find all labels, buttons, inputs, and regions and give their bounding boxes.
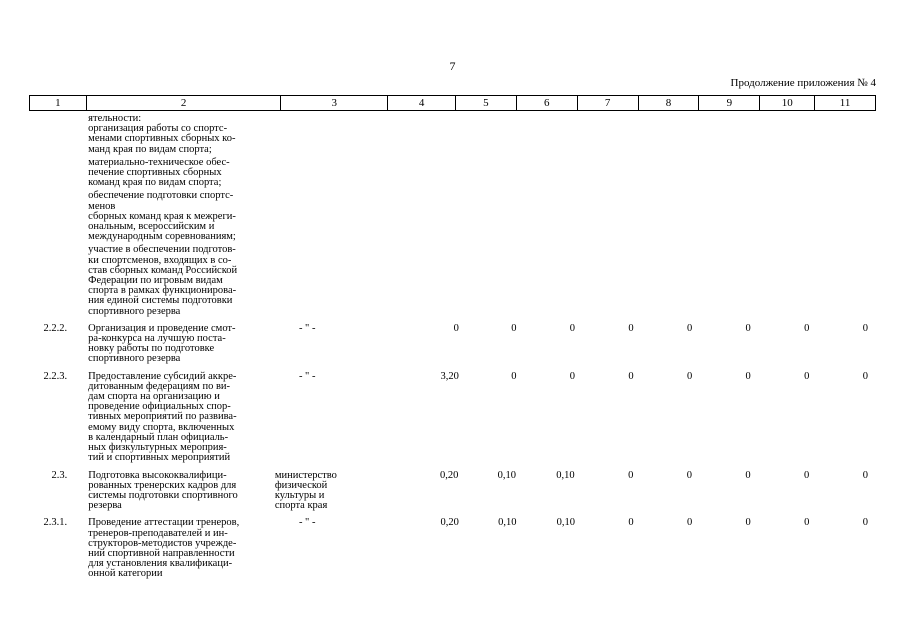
description-paragraph: Проведение аттестации тренеров, тренеров-преподавателей и ин- структоров-методистов учрежде- ний спортивной направленности для установления квалификаци- онной категории: [88, 517, 240, 580]
table-row: [29, 114, 876, 320]
header-cell: 1: [30, 96, 87, 110]
table-body: [29, 114, 876, 583]
row-value: 0: [569, 370, 576, 382]
row-value: 0: [745, 370, 751, 382]
row-value: 0,10: [556, 517, 576, 529]
description-paragraph: обеспечение подготовки спортс- менов сборных команд края к межреги- ональным, всероссийским и международным соревнованиям;: [88, 190, 236, 243]
header-cell: 7: [578, 96, 639, 110]
row-executor: - " -: [298, 370, 316, 382]
description-paragraph: ятельности: организация работы со спортс- менами спортивных сборных ко- манд края по видам спорта;: [88, 113, 236, 155]
row-value: 0: [862, 469, 868, 481]
header-cell: 8: [639, 96, 700, 110]
row-value: 0: [628, 322, 634, 334]
description-paragraph: Организация и проведение смот- ра-конкурса на лучшую поста- новку работы по подготовке спортивного резерва: [88, 322, 236, 365]
header-cell: 5: [456, 96, 517, 110]
row-value: 0: [862, 322, 868, 334]
row-value: 0: [804, 469, 810, 481]
row-description: [84, 114, 270, 320]
row-description: [84, 471, 271, 515]
row-value: 0,20: [440, 517, 459, 529]
row-executor: министерство физической культуры и спорта края: [274, 469, 337, 512]
row-value: 0: [686, 517, 693, 529]
row-description: [84, 518, 270, 582]
table-row: [29, 518, 876, 582]
row-description: [84, 324, 270, 368]
row-number: 2.2.2.: [43, 322, 68, 334]
row-value: 0,10: [498, 517, 517, 529]
table-header: [29, 95, 876, 111]
row-value: 0,20: [439, 469, 459, 481]
row-value: 0: [511, 370, 517, 382]
row-executor: - " -: [298, 322, 316, 334]
continuation-label: Продолжение приложения № 4: [730, 77, 876, 89]
row-value: 0: [745, 517, 751, 529]
row-value: 0: [804, 517, 810, 529]
row-value: 0,10: [556, 469, 575, 481]
table-row: [29, 324, 876, 368]
page-number: 7: [449, 59, 456, 73]
row-value: 0: [686, 370, 693, 382]
row-value: 0: [628, 469, 634, 481]
row-value: 0: [862, 517, 868, 529]
row-value: 0: [628, 517, 634, 529]
row-value: 0: [628, 370, 634, 382]
row-executor: - " -: [298, 517, 316, 529]
row-value: 0: [686, 469, 692, 481]
table-row: [29, 372, 876, 467]
row-description: [84, 372, 270, 467]
description-paragraph: Предоставление субсидий аккре- дитованным федерациям по ви- дам спорта на организацию и проведение официальных спор- тивных мероприятий по развива- емому виду спорта, включенных в календарный план официаль- ных физкультурных мероприя- тий и спортивных мероприятий: [88, 370, 237, 464]
row-value: 0: [686, 322, 693, 334]
row-number: 2.2.3.: [43, 370, 68, 382]
description-paragraph: Подготовка высококвалифици- рованных тренерских кадров для системы подготовки спортивного резерва: [88, 469, 238, 512]
row-value: 0: [745, 322, 751, 334]
row-number: 2.3.1.: [43, 517, 68, 529]
header-cell: 4: [388, 96, 456, 110]
row-value: 0: [453, 322, 459, 334]
header-cell: 3: [281, 96, 388, 110]
header-cell: 6: [517, 96, 578, 110]
description-paragraph: материально-техническое обес- печение спортивных сборных команд края по видам спорта;: [88, 156, 230, 189]
row-value: 0: [804, 322, 810, 334]
row-value: 0: [804, 370, 810, 382]
row-value: 0,10: [497, 469, 516, 481]
row-number: 2.3.: [51, 469, 68, 481]
row-value: 0: [511, 322, 517, 334]
header-cell: 10: [760, 96, 815, 110]
header-cell: 2: [87, 96, 282, 110]
description-paragraph: участие в обеспечении подготов- ки спортсменов, входящих в со- став сборных команд Российской Федерации по игровым видам спорта в рамках функционирова- ния единой системы подготовки спортивного резерва: [88, 244, 238, 317]
header-cell: 11: [839, 97, 851, 109]
row-value: 0: [569, 322, 576, 334]
table-row: [29, 471, 876, 515]
row-value: 3,20: [440, 370, 459, 382]
row-value: 0: [862, 370, 868, 382]
header-cell: 9: [699, 96, 760, 110]
row-value: 0: [745, 469, 751, 481]
